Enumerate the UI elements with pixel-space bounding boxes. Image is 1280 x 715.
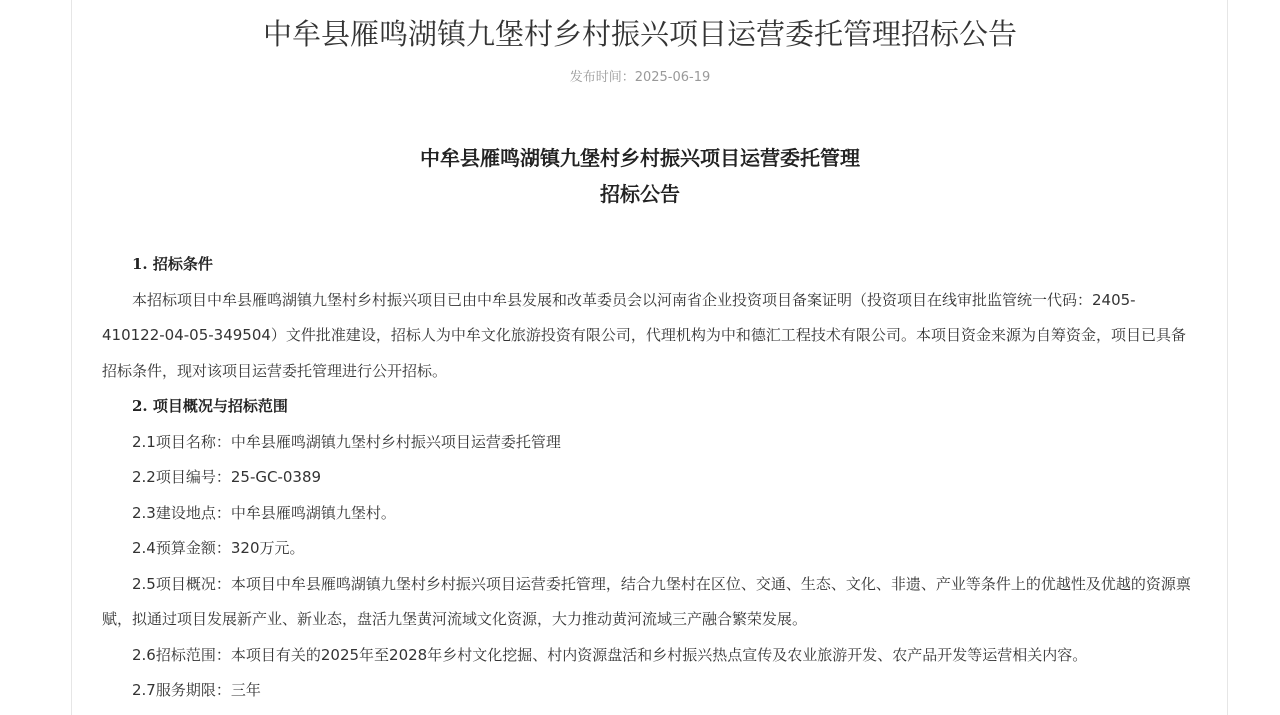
publish-info [0,68,1280,88]
section-heading-project-overview: 2. 项目概况与招标范围 [132,397,288,415]
publish-date: 2025-06-19 [634,70,711,85]
item-project-summary: 2.5项目概况：本项目中牟县雁鸣湖镇九堡村乡村振兴项目运营委托管理，结合九堡村在区位、交通、生态、文化、非遗、产业等条件上的优越性及优越的资源禀赋，拟通过项目发展新产业、新业态，盘活九堡黄河流域文化资源，大力推动黄河流域三产融合繁荣发展。 [102,574,1191,628]
notice-heading [0,140,1280,212]
notice-heading-line2: 招标公告 [600,182,680,206]
item-service-period: 2.7服务期限：三年 [132,681,261,699]
paragraph-bidding-conditions: 本招标项目中牟县雁鸣湖镇九堡村乡村振兴项目已由中牟县发展和改革委员会以河南省企业投资项目备案证明（投资项目在线审批监管统一代码：2405-410122-04-05-349504）文件批准建设，招标人为中牟文化旅游投资有限公司，代理机构为中和德汇工程技术有限公司。本项目资金来源为自筹资金，项目已具备招标条件，现对该项目运营委托管理进行公开招标。 [102,290,1186,380]
item-bidding-scope: 2.6招标范围：本项目有关的2025年至2028年乡村文化挖掘、村内资源盘活和乡村振兴热点宣传及农业旅游开发、农产品开发等运营相关内容。 [132,645,1088,664]
notice-heading-line1: 中牟县雁鸣湖镇九堡村乡村振兴项目运营委托管理 [420,146,860,170]
item-project-number: 2.2项目编号：25-GC-0389 [132,468,322,486]
item-project-name: 2.1项目名称：中牟县雁鸣湖镇九堡村乡村振兴项目运营委托管理 [132,432,561,451]
article-body [102,247,1198,709]
section-heading-bidding-conditions: 1. 招标条件 [132,255,213,273]
item-budget-amount: 2.4预算金额：320万元。 [132,539,305,557]
publish-label: 发布时间： [569,70,635,85]
page-title: 中牟县雁鸣湖镇九堡村乡村振兴项目运营委托管理招标公告 [262,17,1017,51]
item-construction-site: 2.3建设地点：中牟县雁鸣湖镇九堡村。 [132,503,396,522]
